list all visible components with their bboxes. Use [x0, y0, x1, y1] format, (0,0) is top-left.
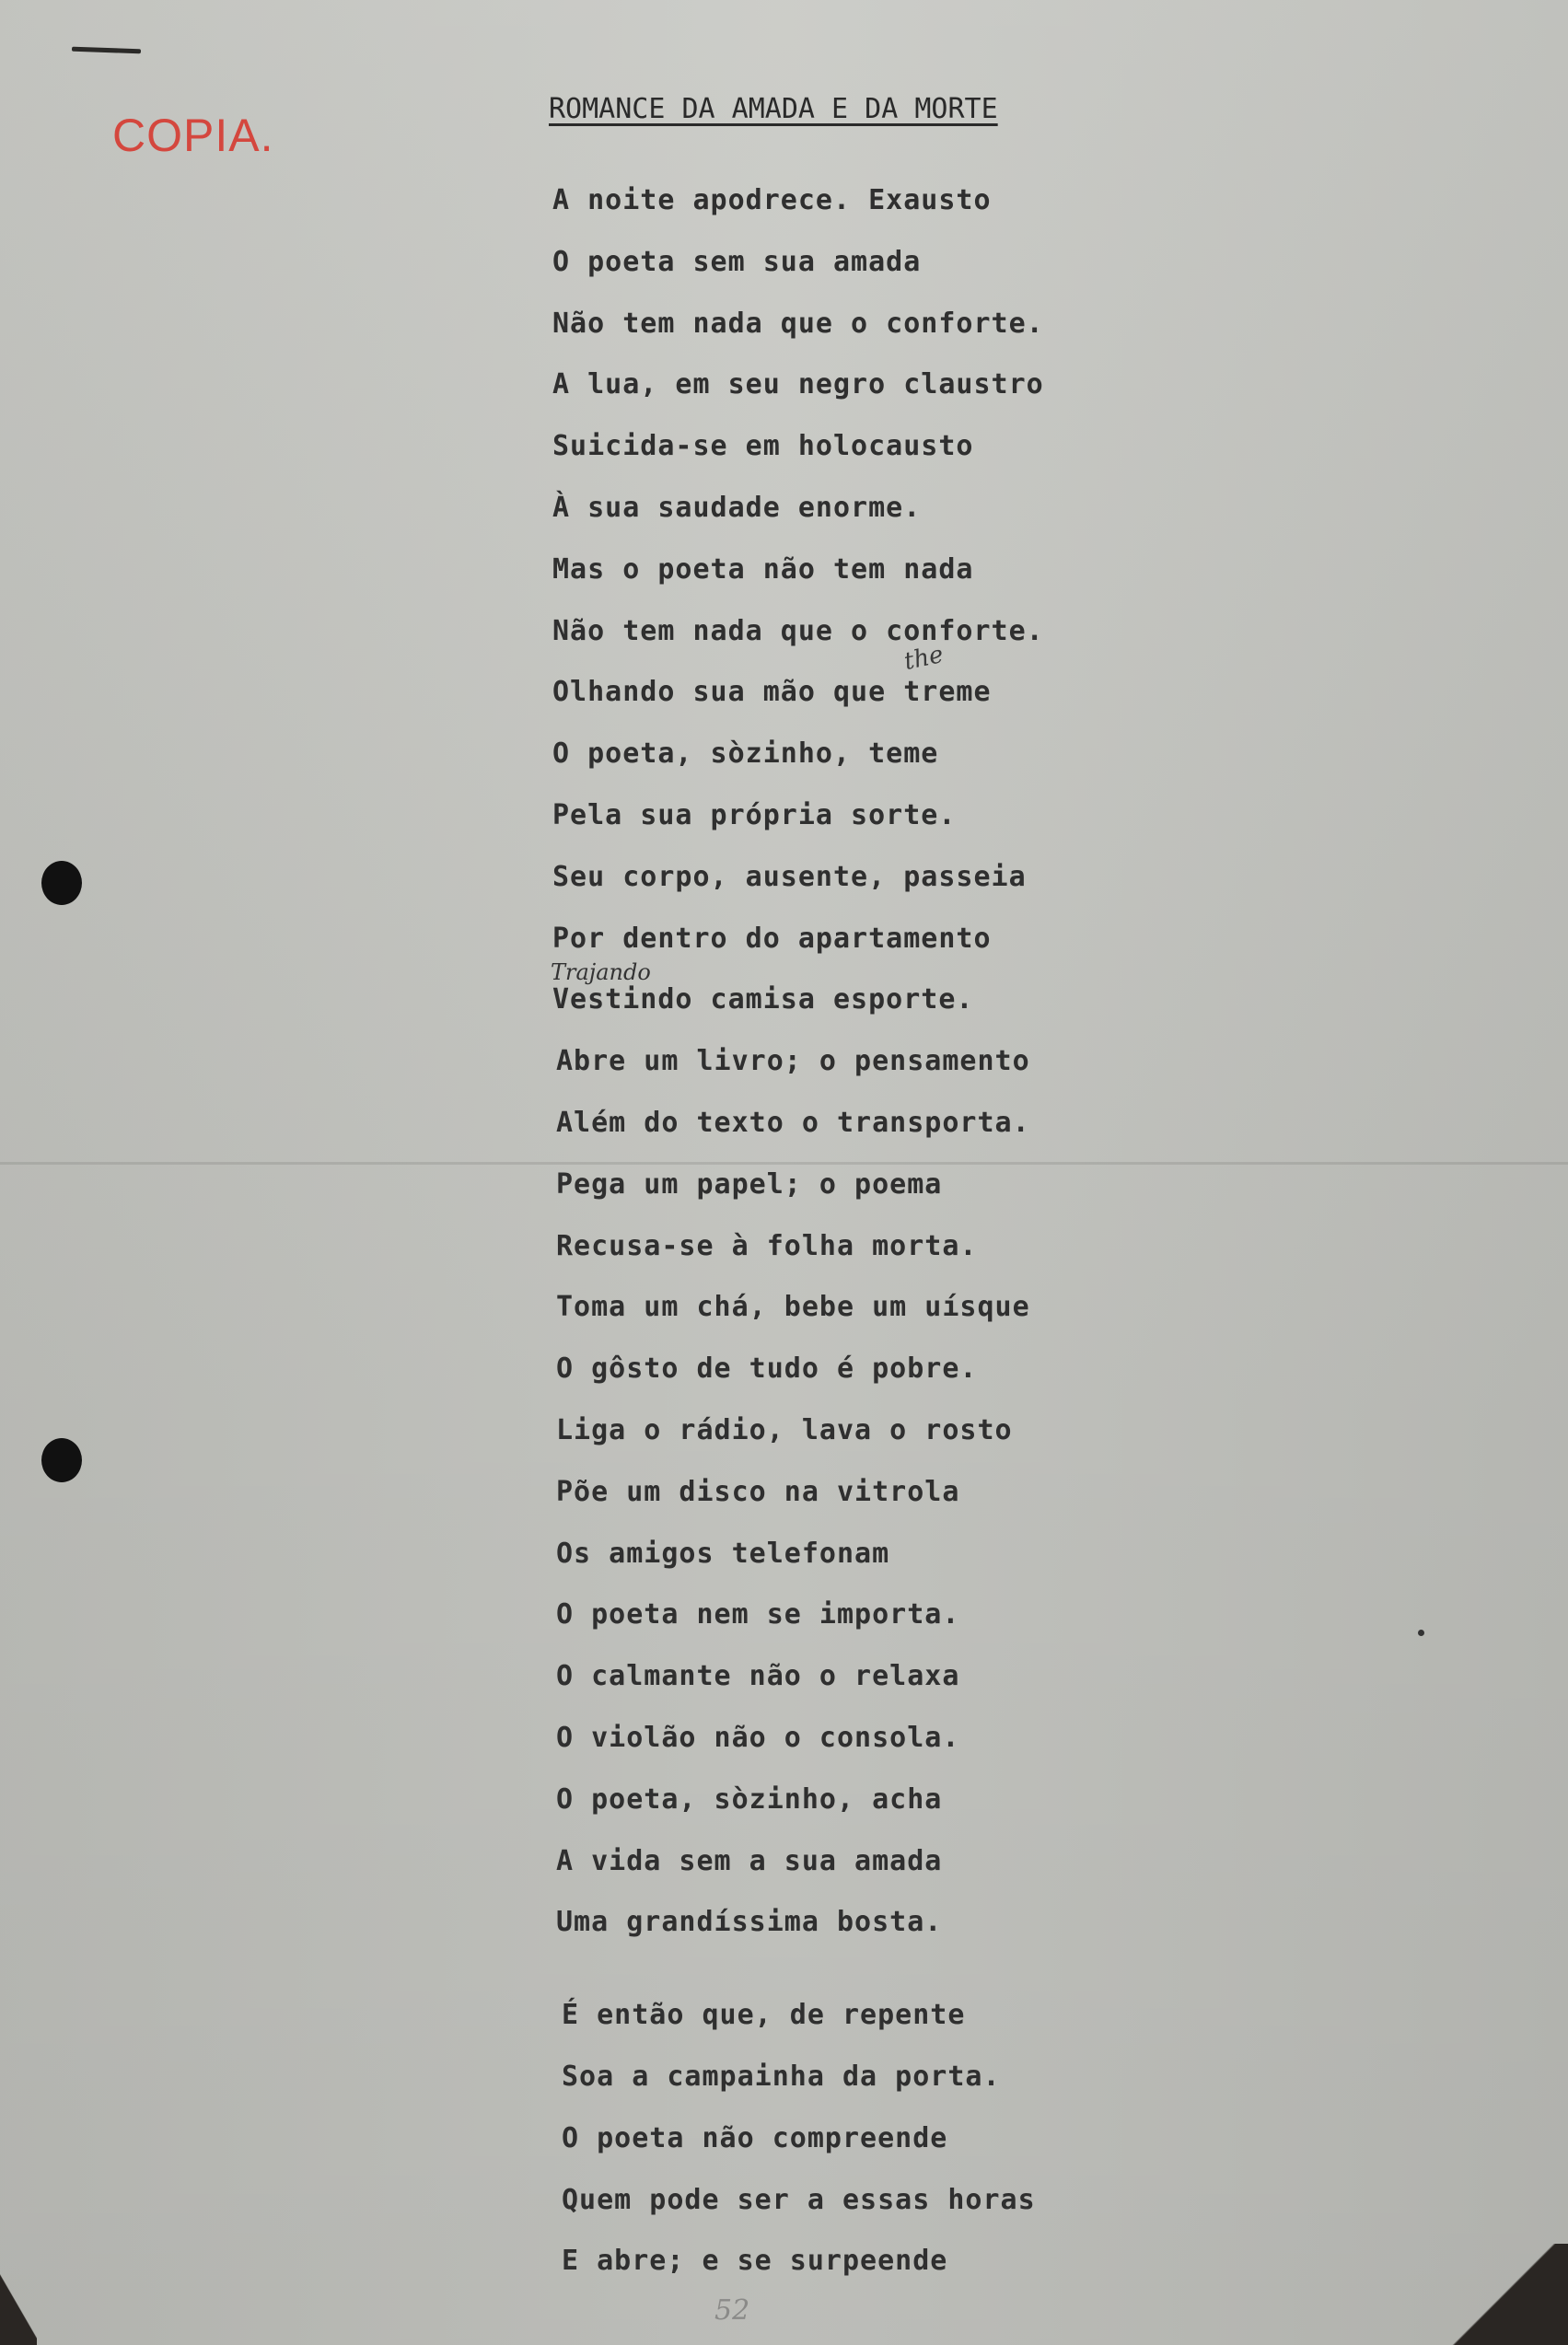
copia-stamp: COPIA.	[112, 110, 274, 161]
poem-line: O poeta sem sua amada	[552, 245, 922, 278]
poem-line: Olhando sua mão que treme	[552, 676, 992, 709]
page-number: 52	[714, 2294, 750, 2327]
poem-line: Pela sua própria sorte.	[552, 799, 957, 831]
poem-line: O violão não o consola.	[556, 1722, 960, 1754]
punch-hole	[41, 861, 82, 905]
poem-line: Por dentro do apartamento	[552, 922, 992, 955]
poem-line: O poeta não compreende	[562, 2121, 948, 2154]
poem-line: O calmante não o relaxa	[556, 1660, 960, 1693]
poem-line: Mas o poeta não tem nada	[552, 552, 974, 586]
poem-line: Quem pode ser a essas horas	[562, 2183, 1036, 2216]
poem-line: Abre um livro; o pensamento	[556, 1045, 1030, 1078]
poem-line: E abre; e se surpeende	[562, 2245, 948, 2278]
poem-title: ROMANCE DA AMADA E DA MORTE	[549, 93, 998, 125]
poem-line: Não tem nada que o conforte.	[552, 614, 1044, 647]
poem-line: Soa a campainha da porta.	[562, 2061, 1001, 2093]
poem-line: Seu corpo, ausente, passeia	[552, 860, 1027, 893]
poem-line: A noite apodrece. Exausto	[552, 184, 992, 216]
paper-corner	[1411, 2244, 1568, 2345]
handwritten-correction: the	[901, 640, 947, 677]
paper-fold	[0, 1162, 1568, 1165]
poem-line: À sua saudade enorme.	[552, 492, 922, 524]
poem-line: Os amigos telefonam	[556, 1537, 890, 1570]
ink-speck	[1418, 1630, 1424, 1636]
poem-line: Põe um disco na vitrola	[556, 1475, 960, 1508]
poem-line: Não tem nada que o conforte.	[552, 307, 1044, 340]
ink-mark	[72, 47, 141, 54]
poem-line: Liga o rádio, lava o rosto	[556, 1414, 1013, 1446]
poem-line: Suicida-se em holocausto	[552, 430, 974, 463]
poem-line: O poeta, sòzinho, teme	[552, 737, 939, 771]
poem-line: É então que, de repente	[562, 1999, 966, 2032]
poem-line: O poeta nem se importa.	[556, 1598, 960, 1631]
poem-line: Vestindo camisa esporte.	[552, 983, 974, 1016]
poem-line: Uma grandíssima bosta.	[556, 1906, 943, 1939]
poem-line: Além do texto o transporta.	[556, 1107, 1030, 1139]
poem-line: O gôsto de tudo é pobre.	[556, 1352, 978, 1386]
poem-line: A vida sem a sua amada	[556, 1844, 943, 1877]
poem-line: Recusa-se à folha morta.	[556, 1229, 978, 1262]
handwritten-correction: Trajando	[551, 959, 651, 985]
poem-line: O poeta, sòzinho, acha	[556, 1782, 943, 1816]
punch-hole	[41, 1438, 82, 1482]
poem-line: Toma um chá, bebe um uísque	[556, 1291, 1030, 1324]
paper-corner	[0, 2235, 37, 2345]
poem-line: Pega um papel; o poema	[556, 1167, 943, 1201]
poem-line: A lua, em seu negro claustro	[552, 368, 1044, 401]
